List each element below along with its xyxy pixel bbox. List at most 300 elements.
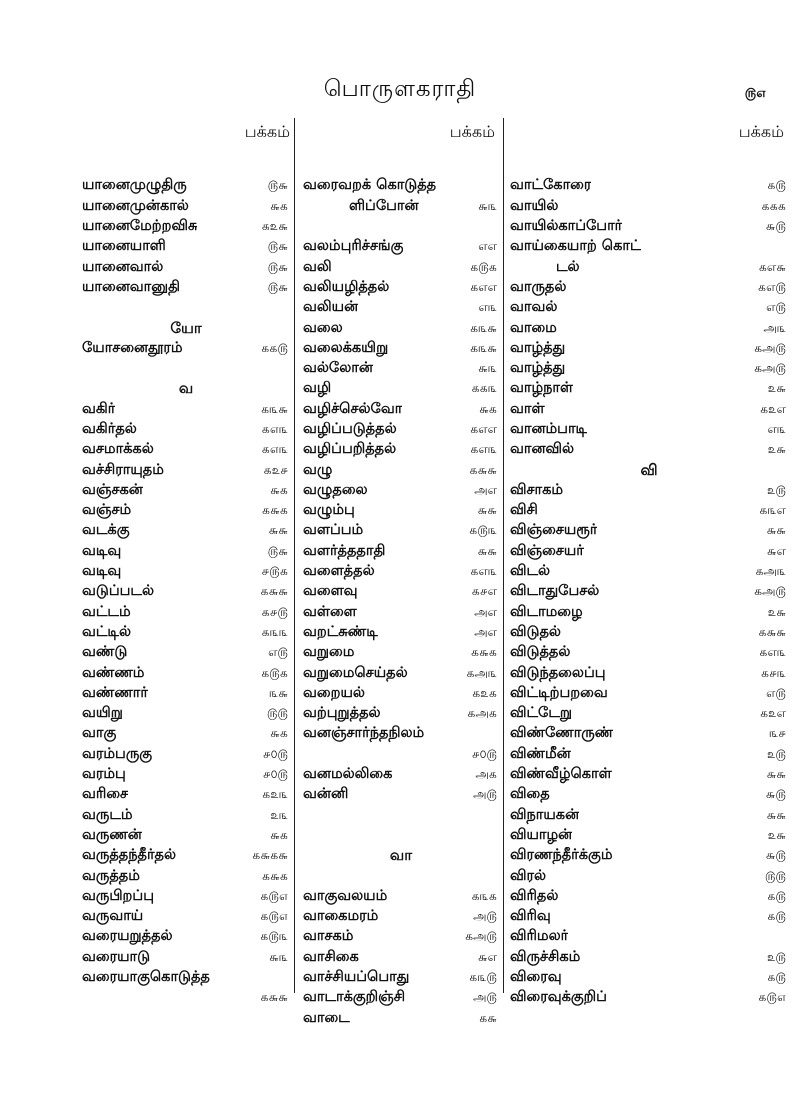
entry-word: வறட்சுண்டி	[303, 623, 378, 640]
entry-word: வாமை	[510, 319, 557, 336]
column-header: பக்கம்	[449, 122, 495, 141]
entry-word: ளிப்போன்	[349, 197, 419, 214]
entry-word: யானைவால்	[82, 258, 164, 275]
entry-word: வஞ்சம்	[82, 502, 132, 519]
index-entry	[82, 826, 290, 846]
entry-page-ref: ௧எ௩	[759, 645, 786, 660]
entry-page-ref: ௧எ௬	[758, 259, 786, 274]
index-column-2	[294, 118, 504, 1026]
entry-word: விஞ்சையரூர்	[510, 522, 598, 539]
index-entry	[510, 745, 788, 765]
entry-word: விடுந்தலைப்பு	[510, 664, 606, 681]
index-entry	[510, 501, 788, 521]
entry-page-ref: ௧௫	[767, 888, 786, 903]
entry-word: வலைக்கயிறு	[303, 339, 389, 356]
index-entry	[510, 298, 788, 318]
entry-word: வலியன்	[303, 299, 359, 316]
entry-word: விரிமலர்	[510, 928, 569, 945]
index-entry	[82, 724, 290, 744]
index-entry	[82, 257, 290, 277]
blank-line	[82, 298, 290, 318]
entry-page-ref: ௨௩	[270, 807, 288, 822]
entry-page-ref: ௫௬	[267, 543, 288, 558]
index-entry	[510, 927, 788, 947]
page-title: பொருளகராதி	[323, 76, 477, 102]
index-entry	[82, 948, 290, 968]
entry-word: வரம்பு	[82, 766, 126, 783]
entry-word: விடல்	[510, 563, 551, 580]
blank-line	[303, 806, 499, 826]
index-entry	[303, 765, 499, 785]
index-entry	[303, 339, 499, 359]
section-letter-label: யோ	[170, 318, 202, 337]
entry-word: விஞ்சையர்	[510, 542, 584, 559]
index-entry	[303, 663, 499, 683]
entry-page-ref: ௨௬	[767, 381, 786, 396]
index-entry	[82, 887, 290, 907]
entry-word: வழு	[303, 461, 333, 478]
entry-page-ref: அஎ	[474, 482, 497, 497]
entry-word: வரையறுத்தல்	[82, 928, 173, 945]
entry-page-ref: எ௫	[268, 645, 288, 660]
entry-word: வழி	[303, 380, 332, 397]
entry-word: விரிதல்	[510, 887, 559, 904]
entry-word: வாருதல்	[510, 278, 567, 295]
entry-page-ref: ௬௩	[478, 198, 497, 213]
entry-page-ref: ௬௬	[766, 523, 786, 538]
entry-word: வருவாய்	[82, 908, 144, 925]
entry-page-ref: ௧௫	[767, 970, 786, 985]
entry-word: வறையல்	[303, 684, 365, 701]
entry-page-ref: ௧௨எ	[759, 401, 786, 416]
index-entry	[510, 724, 788, 744]
index-entry	[303, 542, 499, 562]
entry-page-ref: ௬௬	[477, 503, 497, 518]
entry-page-ref: ௧எ௩	[470, 442, 497, 457]
entry-page-ref: ௧௬௧	[470, 645, 497, 660]
entry-page-ref: ௪௦௫	[471, 746, 497, 761]
entry-word: வாசகம்	[303, 928, 354, 945]
entry-word: வடக்கு	[82, 522, 130, 539]
index-entry	[510, 339, 788, 359]
index-entry	[82, 927, 290, 947]
index-entry	[510, 663, 788, 683]
entry-word: வரைவறக் கொடுத்த	[303, 177, 437, 194]
entry-word: வருத்தம்	[82, 867, 140, 884]
entry-word: வலம்புரிச்சங்கு	[303, 238, 404, 255]
index-entry	[303, 460, 499, 480]
blank-line	[82, 359, 290, 379]
entry-page-ref: ௧௬	[479, 1010, 497, 1025]
entry-page-ref: ௧அ௫	[753, 340, 786, 355]
index-column-3	[506, 118, 788, 1006]
entry-page-ref: அ௫	[473, 990, 497, 1005]
index-entry	[303, 521, 499, 541]
entry-word: வல்லோன்	[303, 360, 373, 377]
entry-word: வாச்சியப்பொது	[303, 969, 410, 986]
index-entry	[303, 948, 499, 968]
entry-word: வாய்கையாற் கொட்	[510, 238, 642, 255]
entry-page-ref: ௨௬	[767, 604, 786, 619]
entry-page-ref: ௬௧	[270, 482, 288, 497]
entry-word: வற்புறுத்தல்	[303, 705, 381, 722]
blank-line	[82, 156, 290, 176]
index-entry	[82, 704, 290, 724]
entry-page-ref: ௧௫௭	[758, 990, 786, 1005]
index-entry	[510, 826, 788, 846]
index-entry	[510, 562, 788, 582]
entry-word: வாவல்	[510, 299, 558, 316]
index-entry	[303, 257, 499, 277]
entry-page-ref: ௧௩எ	[759, 503, 786, 518]
index-entry	[82, 420, 290, 440]
entry-page-ref: ௧௫௩	[469, 523, 497, 538]
entry-page-ref: ௧அ௩	[466, 665, 497, 680]
entry-word: யானைமுன்கால்	[82, 197, 189, 214]
section-letter-label: வ	[178, 379, 194, 398]
entry-word: யானைமுழுதிரு	[82, 177, 187, 194]
entry-word: விட்டேறு	[510, 705, 572, 722]
entry-word: வழுதலை	[303, 481, 368, 498]
index-entry	[510, 420, 788, 440]
index-entry	[303, 400, 499, 420]
index-entry	[510, 643, 788, 663]
entry-page-ref: ௨௫	[766, 746, 786, 761]
entry-page-ref: ௧௩௩	[261, 624, 288, 639]
entry-page-ref: ௬௧	[270, 198, 288, 213]
entry-word: வகிர்	[82, 400, 116, 417]
index-entry	[510, 948, 788, 968]
entry-page-ref: ௬௫	[765, 219, 786, 234]
index-entry	[82, 643, 290, 663]
entry-word: வானவில்	[510, 441, 575, 458]
index-entry	[82, 603, 290, 623]
entry-word: வாடை	[303, 1009, 350, 1026]
entry-page-ref: அ௫	[473, 909, 497, 924]
index-entry	[510, 521, 788, 541]
index-entry	[303, 197, 499, 217]
entry-word: விண்மீன்	[510, 745, 571, 762]
entry-page-ref: ௧அ௩	[755, 564, 786, 579]
entry-word: வருத்தந்தீர்தல்	[82, 847, 177, 864]
entry-page-ref: ௧௧௫	[261, 340, 288, 355]
entry-word: வாகைமரம்	[303, 908, 379, 925]
entry-page-ref: ௧௫	[767, 909, 786, 924]
entry-page-ref: ௧௨௪	[263, 462, 288, 477]
entry-word: வாட்கோரை	[510, 177, 592, 194]
index-entry	[510, 603, 788, 623]
column-header: பக்கம்	[244, 122, 290, 141]
entry-word: வாழ்த்து	[510, 339, 566, 356]
entry-word: வண்ணார்	[82, 684, 148, 701]
index-entry	[82, 846, 290, 866]
entry-page-ref: ௫௬	[267, 239, 288, 254]
index-entry	[82, 988, 290, 1008]
entry-word: வழிப்படுத்தல்	[303, 421, 397, 437]
entry-word: யானையாளி	[82, 238, 166, 255]
entry-page-ref: அஎ	[474, 604, 497, 619]
index-entry	[303, 318, 499, 338]
entry-page-ref: ௩௬	[269, 685, 288, 700]
section-letter-label: வி	[640, 460, 658, 479]
entry-word: விரணந்தீர்க்கும்	[510, 847, 613, 864]
page-number: ௫௭	[744, 86, 766, 101]
entry-page-ref: ௧௫௭	[260, 909, 288, 924]
entry-page-ref: ௨௫	[766, 482, 786, 497]
entry-word: வலியழித்தல்	[303, 278, 390, 295]
entry-word: விண்வீழ்கொள்	[510, 766, 612, 783]
entry-page-ref: ௧௬௧	[261, 868, 288, 883]
entry-page-ref: ௧௧௩	[471, 381, 497, 396]
index-entry	[303, 379, 499, 399]
entry-word: வழிச்செல்வோ	[303, 400, 403, 417]
entry-page-ref: ௧௭௩	[261, 422, 288, 436]
entry-page-ref: ௬௩	[269, 949, 288, 964]
entry-page-ref: ௫௬	[267, 259, 288, 274]
index-entry	[82, 907, 290, 927]
entry-word: வருடம்	[82, 806, 133, 823]
entry-page-ref: ௧௬௬	[260, 584, 288, 599]
entry-page-ref: ௬௩	[478, 361, 497, 376]
entry-page-ref: ௧௫௧	[470, 259, 497, 274]
entry-word: டல்	[556, 258, 580, 275]
entry-word: விசி	[510, 502, 538, 519]
entry-word: யோசனைதூரம்	[82, 339, 183, 356]
entry-word: வாகு	[82, 725, 117, 742]
entry-page-ref: ௧௧௧	[761, 198, 786, 213]
entry-page-ref: ௫௬	[267, 279, 288, 294]
entry-page-ref: ௬௬	[477, 543, 497, 558]
index-entry	[510, 887, 788, 907]
blank-line	[510, 156, 788, 176]
index-entry	[82, 481, 290, 501]
entry-word: வட்டில்	[82, 623, 131, 640]
index-entry	[82, 521, 290, 541]
index-entry	[510, 988, 788, 1008]
section-letter	[303, 846, 499, 866]
index-entry	[510, 907, 788, 927]
entry-page-ref: ௬௫	[765, 848, 786, 863]
entry-word: வடுப்படல்	[82, 583, 154, 600]
index-entry	[303, 603, 499, 623]
index-entry	[82, 765, 290, 785]
entry-word: வண்ணம்	[82, 664, 145, 681]
index-entry	[510, 237, 788, 257]
entry-page-ref: ௧௩௬	[469, 320, 497, 335]
entry-word: வலை	[303, 319, 343, 336]
entry-page-ref: ௧௨௧	[472, 685, 497, 700]
index-entry	[510, 968, 788, 988]
entry-word: வள்ளை	[303, 603, 357, 620]
index-entry	[303, 907, 499, 927]
entry-page-ref: ௬௫	[765, 787, 786, 802]
index-entry	[510, 278, 788, 298]
entry-page-ref: ௧௪௫	[261, 604, 288, 619]
entry-word: வஞ்சகன்	[82, 481, 143, 498]
index-entry	[82, 582, 290, 602]
entry-page-ref: ௪௦௫	[262, 746, 288, 761]
entry-word: வருணன்	[82, 826, 142, 843]
entry-word: வச்சிராயுதம்	[82, 461, 164, 478]
index-entry	[510, 318, 788, 338]
entry-page-ref: ௬௬	[766, 767, 786, 782]
entry-page-ref: ௧௬௬	[469, 462, 497, 477]
entry-page-ref: ௧௩௬	[469, 340, 497, 355]
entry-word: விட்டிற்பறவை	[510, 684, 608, 701]
entry-page-ref: ௬௬	[268, 523, 288, 538]
entry-page-ref: ௧௩௬	[260, 401, 288, 416]
entry-word: விடுதல்	[510, 623, 561, 640]
entry-word: வாழ்த்து	[510, 360, 566, 377]
entry-word: வாயில்	[510, 197, 559, 214]
entry-word: வரையாகுகொடுத்த	[82, 969, 210, 986]
entry-word: விசாகம்	[510, 481, 564, 498]
entry-word: வண்டு	[82, 644, 128, 661]
index-entry	[303, 927, 499, 947]
entry-word: விரைவுக்குறிப்	[510, 989, 607, 1006]
entry-page-ref: ௧௬௧௬	[252, 848, 288, 863]
index-entry	[82, 785, 290, 805]
index-entry	[303, 745, 499, 765]
entry-word: வனமல்லிகை	[303, 766, 393, 783]
entry-page-ref: ௧எஎ	[470, 422, 497, 436]
index-entry	[82, 542, 290, 562]
entry-word: யானைமேற்றவிசு	[82, 218, 198, 235]
entry-word: வானம்பாடி	[510, 421, 588, 437]
entry-word: விருச்சிகம்	[510, 948, 581, 965]
index-entry	[510, 440, 788, 460]
index-entry	[303, 440, 499, 460]
blank-line	[303, 866, 499, 886]
entry-page-ref: ௫௬	[267, 178, 288, 193]
entry-word: வடிவு	[82, 542, 122, 559]
entry-word: வளைவு	[303, 583, 358, 600]
entry-word: விடாதுபேசல்	[510, 583, 600, 600]
index-entry	[303, 785, 499, 805]
section-letter-label: வா	[389, 846, 413, 865]
blank-line	[303, 826, 499, 846]
entry-word: வன்னி	[303, 786, 349, 803]
index-entry	[303, 501, 499, 521]
entry-page-ref: ௧எ௫	[757, 279, 786, 294]
entry-page-ref: ௩௪	[769, 726, 786, 741]
entry-word: வழிப்பறித்தல்	[303, 441, 397, 458]
entry-word: வளர்த்ததாதி	[303, 542, 386, 559]
entry-word: வாயில்காப்போர்	[510, 218, 623, 235]
index-entry	[303, 643, 499, 663]
entry-word: விண்ணோருண்	[510, 725, 614, 742]
index-entry	[82, 684, 290, 704]
entry-word: யானைவானுதி	[82, 278, 180, 295]
entry-page-ref: ௧௩௫	[469, 970, 497, 985]
entry-page-ref: ௧அ௫	[753, 361, 786, 376]
index-entry	[303, 237, 499, 257]
index-entry	[510, 866, 788, 886]
index-entry	[82, 278, 290, 298]
entry-page-ref: எஎ	[478, 239, 497, 254]
index-entry	[82, 176, 290, 196]
entry-word: வருபிறப்பு	[82, 887, 154, 904]
index-entry	[510, 400, 788, 420]
entry-page-ref: அ௩	[763, 320, 786, 335]
index-entry	[82, 460, 290, 480]
entry-page-ref: ௧அ௫	[753, 584, 786, 599]
index-entry	[303, 420, 499, 440]
entry-word: வட்டம்	[82, 603, 131, 620]
entry-page-ref: அஎ	[474, 624, 497, 639]
entry-page-ref: ௧௭௩	[261, 442, 288, 457]
entry-word: வியாழன்	[510, 826, 573, 843]
index-entry	[303, 988, 499, 1008]
index-entry	[303, 1008, 499, 1028]
entry-page-ref: ௧எஎ	[470, 279, 497, 294]
entry-word: வாள்	[510, 400, 545, 417]
index-entry	[82, 806, 290, 826]
entry-word: விரிவு	[510, 908, 551, 925]
index-entry	[303, 562, 499, 582]
entry-word: வாகுவலயம்	[303, 887, 388, 904]
index-entry	[510, 765, 788, 785]
entry-word: விரல்	[510, 867, 547, 884]
entry-word: விநாயகன்	[510, 806, 580, 823]
index-entry	[82, 501, 290, 521]
entry-word: வசமாக்கல்	[82, 441, 154, 458]
entry-word: வரிசை	[82, 786, 129, 803]
index-entry	[510, 806, 788, 826]
index-entry	[303, 176, 499, 196]
entry-page-ref: ௧௨௩	[262, 787, 288, 802]
column-header: பக்கம்	[738, 122, 784, 141]
entry-page-ref: ௪௦௫	[262, 767, 288, 782]
entry-page-ref: ௬௬	[766, 807, 786, 822]
entry-page-ref: ௧எ௩	[470, 564, 497, 579]
entry-page-ref: ௧௩௧	[471, 888, 497, 903]
index-entry	[82, 745, 290, 765]
entry-page-ref: ௬எ	[766, 543, 786, 558]
entry-word: விரைவு	[510, 969, 562, 986]
index-entry	[82, 339, 290, 359]
index-entry	[303, 968, 499, 988]
index-entry	[510, 542, 788, 562]
index-entry	[303, 359, 499, 379]
entry-word: வறுமை	[303, 644, 355, 661]
entry-word: விடாமழை	[510, 603, 583, 620]
entry-page-ref: ௬௧	[479, 401, 497, 416]
entry-word: வளப்பம்	[303, 522, 364, 539]
index-entry	[82, 440, 290, 460]
index-entry	[510, 481, 788, 501]
entry-page-ref: ௧௫௩	[260, 929, 288, 944]
entry-word: வயிறு	[82, 705, 123, 722]
index-column-1	[82, 118, 290, 1005]
entry-word: வறுமைசெய்தல்	[303, 664, 408, 681]
index-entry	[510, 197, 788, 217]
entry-word: விடுத்தல்	[510, 644, 571, 661]
index-entry	[510, 684, 788, 704]
entry-word: வாடாக்குறிஞ்சி	[303, 989, 406, 1006]
blank-line	[303, 156, 499, 176]
index-entry	[510, 217, 788, 237]
entry-page-ref: ௧௬௬	[260, 990, 288, 1005]
index-entry	[82, 866, 290, 886]
entry-word: வாசிகை	[303, 948, 359, 965]
index-entry	[303, 623, 499, 643]
entry-page-ref: ௧௪௩	[760, 665, 786, 680]
entry-page-ref: ௬௧	[270, 827, 288, 842]
index-entry	[510, 704, 788, 724]
entry-page-ref: ௧அ௫	[464, 929, 497, 944]
entry-word: வலி	[303, 258, 332, 275]
